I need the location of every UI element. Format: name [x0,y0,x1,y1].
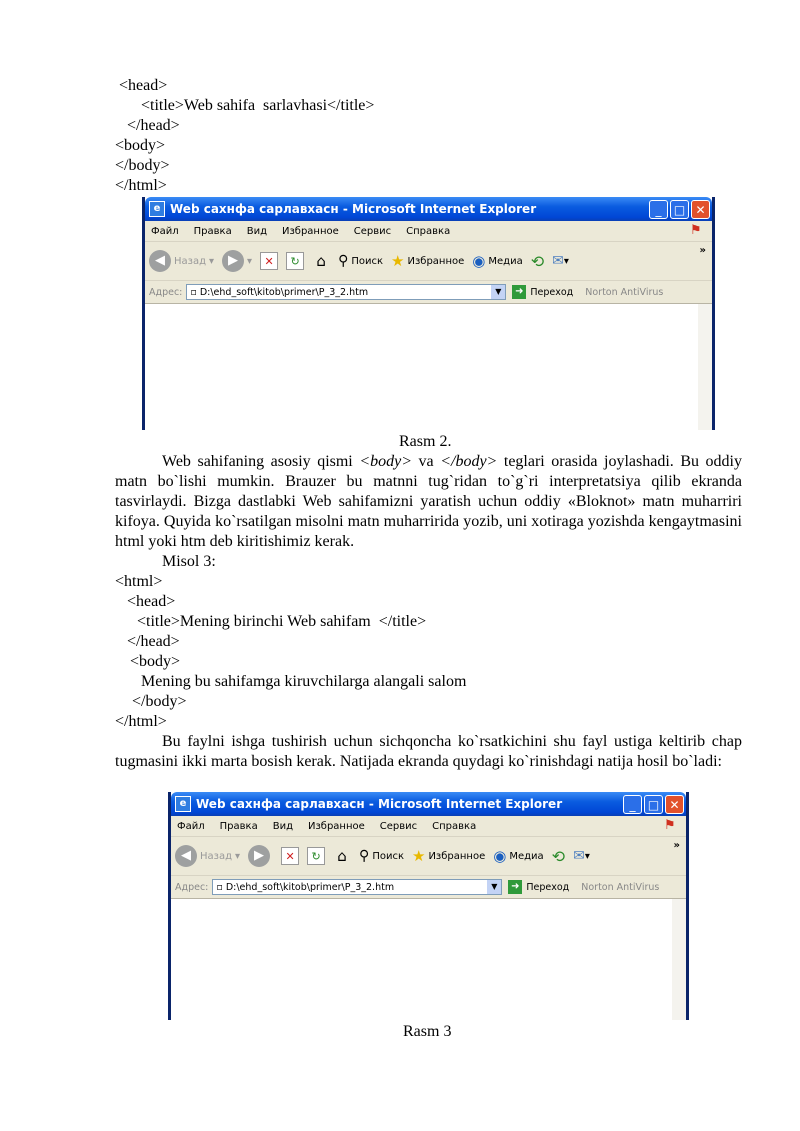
mail-icon: ✉ [552,253,564,269]
code-line: <body> [115,137,166,154]
stop-button[interactable] [260,252,278,270]
paragraph: Web sahifaning asosiy qismi <body> va </body> teglari orasida joylashadi. Bu oddiy matn bo`lishi mumkin. Brauzer bu matnni tug`ridan to`g`ri interpretatsiya qilib ekranda tasvirlaydi. Bizga dastlabki Web sahifamizni yaratish uchun oddiy «Bloknot» matn muharriri kifoya. Quyida ko`rsatilgan misolni matn muharririda yozib, uni xotiraga yozishda kengaytmasini html yoki htm deb kiritishimiz kerak. [115,453,743,550]
go-button[interactable]: ➜ Переход [508,880,569,894]
minimize-icon[interactable]: _ [623,795,642,814]
address-input[interactable]: ▫ D:\ehd_soft\kitob\primer\P_3_2.htm ▼ [212,879,502,895]
home-icon: ⌂ [337,847,347,865]
mail-button[interactable]: ✉ ▾ [552,253,569,269]
menu-edit[interactable]: Правка [219,820,258,832]
media-button[interactable]: ◉ Медиа [472,252,523,270]
refresh-icon: ↻ [307,847,325,865]
window-title: Web сахнфа сарлавхасн - Microsoft Internet Explorer [170,202,537,216]
menu-help[interactable]: Справка [432,820,477,832]
go-button[interactable]: ➜ Переход [512,285,573,299]
figure-caption: Rasm 2. [399,433,452,450]
forward-button[interactable] [248,845,273,867]
media-icon: ◉ [472,252,486,270]
code-line: <head> [119,77,168,94]
window-title: Web сахнфа сарлавхасн - Microsoft Internet Explorer [196,797,563,811]
maximize-icon[interactable]: □ [644,795,663,814]
toolbar-more-icon[interactable]: » [699,245,706,256]
code-line: <title>Mening birinchi Web sahifam </title> [137,613,427,630]
home-button[interactable] [333,847,351,865]
code-line: Mening bu sahifamga kiruvchilarga alangali salom [141,673,467,690]
history-icon: ⟲ [530,251,545,271]
media-icon: ◉ [493,847,507,865]
address-input[interactable]: ▫ D:\ehd_soft\kitob\primer\P_3_2.htm ▼ [186,284,506,300]
menu-file[interactable]: Файл [177,820,205,832]
menu-bar [171,816,686,837]
code-line: <html> [115,573,163,590]
star-icon: ★ [391,252,405,270]
search-button[interactable]: ⚲ Поиск [359,848,404,864]
back-arrow-icon: ◀ [175,845,197,867]
close-icon[interactable]: ✕ [665,795,684,814]
figure-caption: Rasm 3 [403,1023,452,1040]
menu-edit[interactable]: Правка [193,225,232,237]
code-line: <title>Web sahifa sarlavhasi</title> [141,97,375,114]
title-bar [145,197,712,221]
refresh-button[interactable] [307,847,325,865]
search-icon: ⚲ [359,848,370,864]
go-arrow-icon: ➜ [508,880,522,894]
windows-flag-icon: ⚑ [690,223,702,238]
code-line: <head> [127,593,176,610]
scrollbar[interactable] [698,304,712,430]
code-line: </body> [115,157,170,174]
forward-arrow-icon: ▶ [248,845,270,867]
windows-flag-icon: ⚑ [664,818,676,833]
page-content-area[interactable] [171,899,686,1020]
home-button[interactable] [312,252,330,270]
menu-tools[interactable]: Сервис [379,820,418,832]
ie-icon: e [175,796,191,812]
ie-window-screenshot-2 [168,792,689,1020]
stop-button[interactable] [281,847,299,865]
history-icon: ⟲ [551,846,566,866]
title-bar [171,792,686,816]
menu-file[interactable]: Файл [151,225,179,237]
search-icon: ⚲ [338,253,349,269]
search-button[interactable]: ⚲ Поиск [338,253,384,269]
home-icon: ⌂ [316,252,326,270]
media-button[interactable]: ◉ Медиа [493,847,544,865]
scrollbar[interactable] [672,899,686,1020]
toolbar [171,837,686,876]
code-line: </head> [127,117,180,134]
menu-help[interactable]: Справка [406,225,451,237]
toolbar-more-icon[interactable]: » [673,840,680,851]
code-line: </head> [127,633,180,650]
page-icon: ▫ [216,881,223,893]
page-icon: ▫ [190,286,197,298]
ie-icon: e [149,201,165,217]
code-line: </body> [132,693,187,710]
back-arrow-icon: ◀ [149,250,171,272]
stop-icon: ✕ [281,847,299,865]
history-button[interactable] [531,252,544,271]
star-icon: ★ [412,847,426,865]
menu-view[interactable]: Вид [246,225,267,237]
norton-antivirus[interactable]: Norton AntiVirus [581,881,660,893]
menu-favorites[interactable]: Избранное [307,820,365,832]
menu-bar [145,221,712,242]
refresh-icon: ↻ [286,252,304,270]
maximize-icon[interactable]: □ [670,200,689,219]
ie-window-screenshot-1 [142,197,715,430]
address-bar: Адрес: ▫ D:\ehd_soft\kitob\primer\P_3_2.htm ▼ ➜ Переход Norton AntiVirus [171,876,686,899]
refresh-button[interactable] [286,252,304,270]
mail-button[interactable]: ✉ ▾ [573,848,590,864]
chevron-down-icon[interactable]: ▼ [487,880,501,894]
code-line: </html> [115,713,167,730]
menu-tools[interactable]: Сервис [353,225,392,237]
close-icon[interactable]: ✕ [691,200,710,219]
menu-favorites[interactable]: Избранное [281,225,339,237]
favorites-button[interactable]: ★ Избранное [412,847,486,865]
forward-button[interactable]: ▶ ▾ [222,250,252,272]
minimize-icon[interactable]: _ [649,200,668,219]
mail-icon: ✉ [573,848,585,864]
page-content-area[interactable] [145,304,712,430]
code-line: <body> [130,653,181,670]
go-arrow-icon: ➜ [512,285,526,299]
example-label: Misol 3: [162,553,216,570]
code-line: </html> [115,177,167,194]
norton-antivirus[interactable]: Norton AntiVirus [585,286,664,298]
forward-arrow-icon: ▶ [222,250,244,272]
toolbar [145,242,712,281]
chevron-down-icon[interactable]: ▼ [491,285,505,299]
back-button[interactable]: ◀ Назад ▾ [149,250,214,272]
paragraph: Bu faylni ishga tushirish uchun sichqoncha ko`rsatkichini shu fayl ustiga keltirib chap tugmasini ikki marta bosish kerak. Natijada ekranda quydagi ko`rinishdagi natija hosil bo`ladi: [115,733,742,770]
address-bar: Адрес: ▫ D:\ehd_soft\kitob\primer\P_3_2.htm ▼ ➜ Переход Norton AntiVirus [145,281,712,304]
stop-icon: ✕ [260,252,278,270]
menu-view[interactable]: Вид [272,820,293,832]
back-button[interactable]: ◀ Назад ▾ [175,845,240,867]
favorites-button[interactable]: ★ Избранное [391,252,465,270]
history-button[interactable] [552,847,565,866]
